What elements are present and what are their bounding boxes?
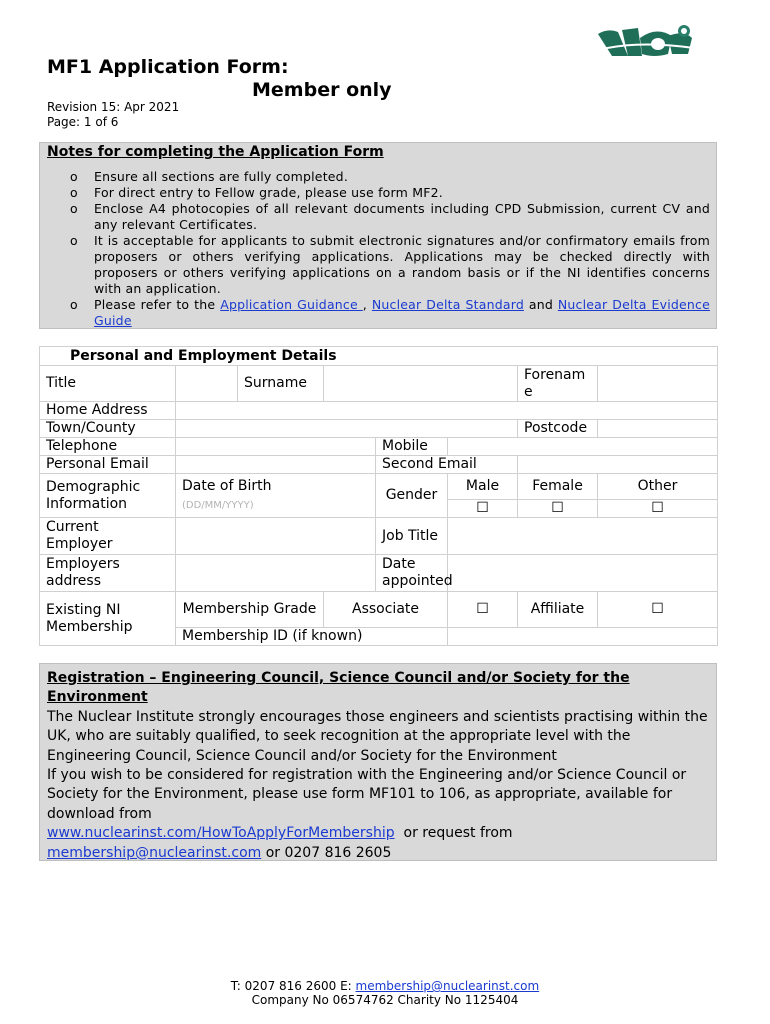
gender-label: Gender (376, 474, 448, 518)
gender-female-checkbox[interactable]: ☐ (518, 500, 598, 518)
telephone-field[interactable] (176, 438, 376, 456)
postcode-field[interactable] (598, 420, 718, 438)
employers-address-label: Employers address (40, 555, 176, 592)
demographic-label: Demographic Information (40, 474, 176, 518)
home-address-field[interactable] (176, 402, 718, 420)
membership-id-label: Membership ID (if known) (176, 628, 448, 646)
footer-email-link[interactable]: membership@nuclearinst.com (355, 979, 540, 993)
affiliate-checkbox[interactable]: ☐ (598, 592, 718, 628)
registration-para2 (47, 766, 711, 863)
personal-email-field[interactable] (176, 456, 376, 474)
date-appointed-label: Date appointed (376, 555, 448, 592)
gender-other-label: Other (598, 474, 718, 500)
postcode-label: Postcode (518, 420, 598, 438)
form-subtitle: Member only (252, 79, 392, 101)
footer-company: Company No 06574762 Charity No 1125404 (251, 993, 519, 1007)
telephone-label: Telephone (40, 438, 176, 456)
list-item (70, 201, 710, 233)
request-text: or request from (394, 825, 513, 842)
nuclear-delta-standard-link[interactable]: Nuclear Delta Standard (371, 297, 524, 312)
list-item (70, 169, 710, 185)
second-email-label: Second Email (376, 456, 518, 474)
note-text: For direct entry to Fellow grade, please use form MF2. (94, 185, 443, 200)
mobile-field[interactable] (448, 438, 718, 456)
notes-list (70, 169, 710, 329)
nuclear-institute-logo (598, 24, 696, 58)
town-county-field[interactable] (176, 420, 518, 438)
second-email-field[interactable] (518, 456, 718, 474)
bullet: o (70, 201, 78, 216)
note-text: Please refer to the (94, 297, 221, 312)
current-employer-field[interactable] (176, 518, 376, 555)
application-guidance-link[interactable]: Application Guidance (220, 297, 363, 312)
surname-label: Surname (238, 366, 324, 402)
bullet: o (70, 233, 78, 248)
membership-grade-label: Membership Grade (176, 592, 324, 628)
list-item (70, 233, 710, 297)
current-employer-label: Current Employer (40, 518, 176, 555)
registration-heading: Registration – Engineering Council, Science Council and/or Society for the Environment (47, 670, 630, 706)
footer-phone: T: 0207 816 2600 E: (230, 979, 356, 993)
title-label: Title (40, 366, 176, 402)
personal-email-label: Personal Email (40, 456, 176, 474)
dob-label: Date of Birth (182, 478, 272, 494)
form-title: MF1 Application Form: (47, 56, 289, 78)
registration-para1: The Nuclear Institute strongly encourages those engineers and scientists practising within the UK, who are suitably qualified, to seek recognition at the appropriate level with the Engineering Council, Science Council and/or Society for the Environment (47, 708, 708, 764)
note-text: Enclose A4 photocopies of all relevant documents including CPD Submission, current CV and any relevant Certificates. (94, 201, 710, 232)
forename-label: Forename (518, 366, 598, 402)
town-county-label: Town/County (40, 420, 176, 438)
gender-male-checkbox[interactable]: ☐ (448, 500, 518, 518)
date-appointed-field[interactable] (448, 555, 718, 592)
notes-panel (39, 142, 717, 329)
bullet: o (70, 185, 78, 200)
separator: , (362, 297, 372, 312)
registration-panel (39, 663, 717, 861)
gender-other-checkbox[interactable]: ☐ (598, 500, 718, 518)
employers-address-field[interactable] (176, 555, 376, 592)
mobile-label: Mobile (376, 438, 448, 456)
associate-label: Associate (324, 592, 448, 628)
gender-female-label: Female (518, 474, 598, 500)
list-item (70, 185, 710, 201)
bullet: o (70, 297, 78, 312)
surname-field[interactable] (324, 366, 518, 402)
notes-heading: Notes for completing the Application Form (47, 144, 384, 160)
section-heading: Personal and Employment Details (40, 347, 718, 366)
note-text: It is acceptable for applicants to submit electronic signatures and/or confirmatory emails from proposers or others verifying applications. Applications may be checked directly with proposers or others verifying applications on a random basis or if the NI identifies concerns with an application. (94, 233, 710, 296)
personal-details-table (39, 346, 718, 646)
note-text: Ensure all sections are fully completed. (94, 169, 348, 184)
forename-field[interactable] (598, 366, 718, 402)
phone-text: or 0207 816 2605 (261, 844, 392, 861)
home-address-label: Home Address (40, 402, 176, 420)
job-title-field[interactable] (448, 518, 718, 555)
revision-label: Revision 15: Apr 2021 (47, 100, 180, 114)
dob-placeholder: (DD/MM/YYYY) (182, 500, 254, 511)
membership-email-link[interactable]: membership@nuclearinst.com (47, 844, 262, 861)
gender-male-label: Male (448, 474, 518, 500)
revision-info (47, 100, 179, 130)
associate-checkbox[interactable]: ☐ (448, 592, 518, 628)
registration-para2-text: If you wish to be considered for registration with the Engineering and/or Science Council or Society for the Environment, please use form MF101 to 106, as appropriate, available for download from (47, 767, 687, 822)
list-item (70, 297, 710, 329)
separator: and (523, 297, 558, 312)
title-field[interactable] (176, 366, 238, 402)
bullet: o (70, 169, 78, 184)
membership-id-field[interactable] (448, 628, 718, 646)
page-number: Page: 1 of 6 (47, 115, 119, 129)
how-to-apply-link[interactable]: www.nuclearinst.com/HowToApplyForMembership (47, 825, 395, 842)
job-title-label: Job Title (376, 518, 448, 555)
affiliate-label: Affiliate (518, 592, 598, 628)
nuclear-delta-evidence-link[interactable]: Nuclear Delta Evidence Guide (94, 297, 710, 328)
footer-contact (0, 979, 770, 993)
dob-cell[interactable] (176, 474, 376, 518)
existing-membership-label: Existing NI Membership (40, 592, 176, 646)
